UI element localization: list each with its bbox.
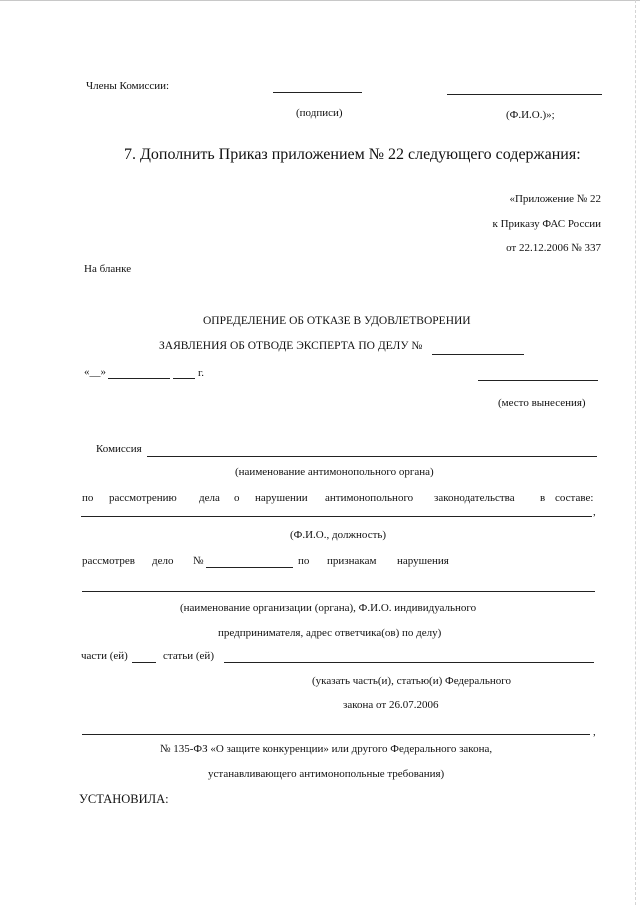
commission-blank-line bbox=[147, 456, 597, 457]
appendix-number: «Приложение № 22 bbox=[509, 193, 601, 205]
law-comma: , bbox=[593, 726, 596, 738]
date-year-suffix: г. bbox=[198, 367, 205, 379]
consideration-word-1: по bbox=[82, 492, 94, 504]
law-caption-line2: закона от 26.07.2006 bbox=[343, 699, 439, 711]
date-month-blank bbox=[108, 378, 170, 379]
commission-label: Комиссия bbox=[96, 443, 142, 455]
letterhead-note: На бланке bbox=[84, 263, 132, 275]
parts-blank-line bbox=[132, 662, 156, 663]
law-caption-line4: устанавливающего антимонопольные требования) bbox=[208, 768, 445, 780]
consideration-word-4: о bbox=[234, 492, 240, 504]
composition-comma: , bbox=[593, 506, 596, 518]
organization-blank-line bbox=[82, 591, 595, 592]
scan-top-edge bbox=[0, 0, 640, 4]
case-number-blank bbox=[432, 354, 524, 355]
organization-caption-line1: (наименование организации (органа), Ф.И.О. индивидуального bbox=[180, 602, 477, 614]
composition-blank-line bbox=[81, 516, 592, 517]
section-7-heading: 7. Дополнить Приказ приложением № 22 следующего содержания: bbox=[124, 146, 581, 163]
appendix-order-date: от 22.12.2006 № 337 bbox=[506, 242, 601, 254]
established-label: УСТАНОВИЛА: bbox=[79, 792, 169, 806]
consideration-word-6: антимонопольного bbox=[325, 492, 414, 504]
place-blank-line bbox=[478, 380, 598, 381]
law-caption-line1: (указать часть(и), статью(и) Федерального bbox=[312, 675, 512, 687]
law-blank-line bbox=[82, 734, 590, 735]
fio-blank-line bbox=[447, 94, 602, 95]
consideration-word-3: дела bbox=[199, 492, 220, 504]
articles-label: статьи (ей) bbox=[163, 650, 214, 662]
signatures-caption: (подписи) bbox=[296, 107, 343, 119]
composition-caption: (Ф.И.О., должность) bbox=[290, 529, 387, 541]
place-caption: (место вынесения) bbox=[498, 397, 586, 409]
scan-right-edge bbox=[635, 0, 636, 905]
consideration-word-5: нарушении bbox=[255, 492, 308, 504]
signature-blank-line bbox=[273, 92, 362, 93]
case-number-field-line bbox=[206, 567, 293, 568]
date-year-blank bbox=[173, 378, 195, 379]
date-day-quote: «__» bbox=[84, 366, 106, 378]
consideration-word-9: составе: bbox=[555, 492, 594, 504]
consideration-word-8: в bbox=[540, 492, 546, 504]
reviewed-word-1: рассмотрев bbox=[82, 555, 135, 567]
articles-blank-line bbox=[224, 662, 594, 663]
reviewed-word-5: признакам bbox=[327, 555, 377, 567]
law-caption-line3: № 135-ФЗ «О защите конкуренции» или другого Федерального закона, bbox=[160, 743, 493, 755]
commission-caption: (наименование антимонопольного органа) bbox=[235, 466, 434, 478]
reviewed-word-6: нарушения bbox=[397, 555, 449, 567]
reviewed-word-4: по bbox=[298, 555, 310, 567]
fio-caption: (Ф.И.О.)»; bbox=[506, 109, 555, 121]
appendix-order-ref: к Приказу ФАС России bbox=[492, 218, 601, 230]
document-title-line1: ОПРЕДЕЛЕНИЕ ОБ ОТКАЗЕ В УДОВЛЕТВОРЕНИИ bbox=[203, 315, 471, 327]
commission-members-label: Члены Комиссии: bbox=[86, 80, 170, 92]
consideration-word-2: рассмотрению bbox=[109, 492, 177, 504]
reviewed-word-2: дело bbox=[152, 555, 174, 567]
organization-caption-line2: предпринимателя, адрес ответчика(ов) по делу) bbox=[218, 627, 442, 639]
consideration-word-7: законодательства bbox=[434, 492, 515, 504]
document-title-line2: ЗАЯВЛЕНИЯ ОБ ОТВОДЕ ЭКСПЕРТА ПО ДЕЛУ № bbox=[159, 340, 423, 352]
parts-label: части (ей) bbox=[81, 650, 128, 662]
reviewed-word-3: № bbox=[193, 555, 204, 567]
